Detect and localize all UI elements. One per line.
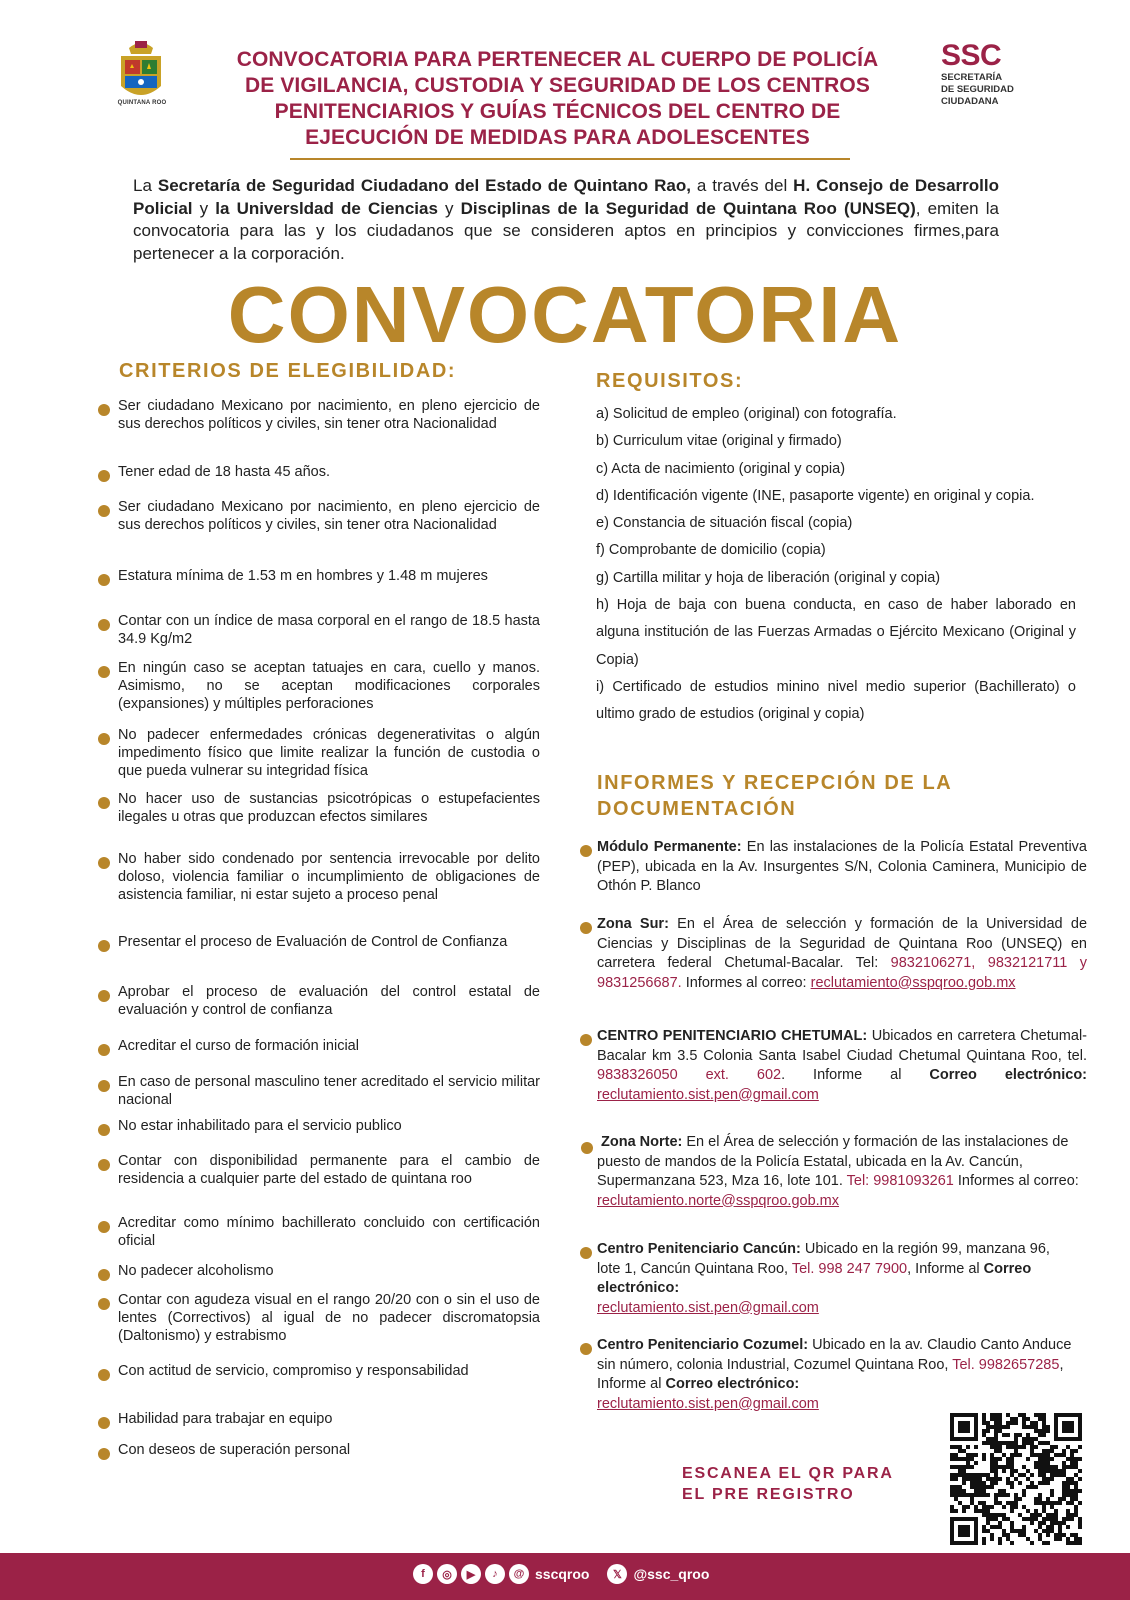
list-item: h) Hoja de baja con buena conducta, en caso de haber laborado en alguna institución de las Fuerzas Armadas o Ejército Mexicano (Original y Copia): [596, 597, 1076, 668]
intro-paragraph: [133, 175, 999, 265]
list-item: f) Comprobante de domicilio (copia): [596, 542, 826, 559]
list-item: No padecer alcoholismo: [118, 1263, 274, 1279]
bullet-icon: [98, 1369, 110, 1381]
list-item: En caso de personal masculino tener acreditado el servicio militar nacional: [118, 1074, 540, 1108]
info-text: Informes al correo:: [953, 1173, 1079, 1189]
ssc-line: DE SEGURIDAD: [941, 84, 1014, 95]
info-label: Correo electrónico:: [665, 1376, 800, 1392]
info-text: . Informe al: [781, 1067, 930, 1083]
list-item: d) Identificación vigente (INE, pasaporte vigente) en original y copia.: [596, 487, 1035, 504]
ssc-logo-text: [941, 72, 1014, 108]
list-item: b) Curriculum vitae (original y firmado): [596, 433, 842, 450]
bullet-icon: [98, 1221, 110, 1233]
bullet-icon: [580, 1034, 592, 1046]
info-label: Zona Norte:: [601, 1134, 683, 1150]
info-modulo-permanente: [597, 838, 1087, 897]
social-handle[interactable]: @ssc_qroo: [633, 1566, 710, 1582]
list-item: c) Acta de nacimiento (original y copia): [596, 460, 846, 477]
info-text: Ubicados en carretera Chetumal-Bacalar km 3.5 Colonia Santa Isabel Ciudad Chetumal Quintana Roo, tel.: [597, 1028, 1087, 1064]
info-text: Informes al correo:: [681, 974, 811, 991]
bullet-icon: [98, 1159, 110, 1171]
list-item: i) Certificado de estudios minino nivel medio superior (Bachillerato) o ultimo grado de estudios (original y copia): [596, 678, 1076, 723]
list-item: Aprobar el proceso de evaluación del control estatal de evaluación y control de confianza: [118, 984, 540, 1018]
title-line: DE VIGILANCIA, CUSTODIA Y SEGURIDAD DE LOS CENTROS: [245, 74, 870, 97]
list-item: e) Constancia de situación fiscal (copia): [596, 515, 853, 532]
youtube-icon[interactable]: ▶: [461, 1564, 481, 1584]
bullet-icon: [98, 990, 110, 1002]
scan-line: EL PRE REGISTRO: [682, 1486, 855, 1503]
bullet-icon: [98, 1080, 110, 1092]
ssc-line: SECRETARÍA: [941, 72, 1003, 83]
instagram-icon[interactable]: ◎: [437, 1564, 457, 1584]
list-item: Con actitud de servicio, compromiso y responsabilidad: [118, 1363, 469, 1379]
bullet-icon: [98, 1124, 110, 1136]
info-zona-norte: [597, 1133, 1087, 1211]
list-item: No estar inhabilitado para el servicio publico: [118, 1118, 402, 1134]
bullet-icon: [98, 1298, 110, 1310]
bullet-icon: [580, 1247, 592, 1259]
list-item: g) Cartilla militar y hoja de liberación (original y copia): [596, 569, 941, 586]
title-line: EJECUCIÓN DE MEDIDAS PARA ADOLESCENTES: [305, 126, 810, 149]
title-divider: [290, 158, 850, 160]
intro-bold: H. Consejo de Desarrollo Policial: [133, 176, 999, 218]
bullet-icon: [98, 1044, 110, 1056]
phone-number: 9832106271, 9832121711 y 9831256687.: [597, 955, 1087, 991]
bullet-icon: [98, 1448, 110, 1460]
intro-text: a través del: [690, 176, 794, 195]
info-label: Centro Penitenciario Cozumel:: [597, 1337, 809, 1353]
email-link[interactable]: reclutamiento.sist.pen@gmail.com: [597, 1086, 819, 1103]
email-link[interactable]: reclutamiento.sist.pen@gmail.com: [597, 1299, 819, 1316]
requisitos-title: REQUISITOS:: [596, 370, 744, 392]
info-label: Correo electrónico:: [929, 1067, 1088, 1083]
list-item: Ser ciudadano Mexicano por nacimiento, en pleno ejercicio de sus derechos políticos y civiles, sin tener otra Nacionalidad: [118, 499, 540, 533]
phone-number: Tel: 9981093261: [846, 1173, 954, 1189]
bullet-icon: [98, 619, 110, 631]
scan-qr-text: [682, 1463, 894, 1505]
email-link[interactable]: reclutamiento@sspqroo.gob.mx: [810, 974, 1016, 991]
list-item: No hacer uso de sustancias psicotrópicas o estupefacientes ilegales u otras que produzcan efectos similares: [118, 791, 540, 825]
bullet-icon: [98, 505, 110, 517]
requisitos-list: [596, 401, 1076, 729]
list-item: Habilidad para trabajar en equipo: [118, 1411, 333, 1427]
intro-bold: la Universldad de Ciencias: [215, 198, 438, 218]
info-text: En el Área de selección y formación de las instalaciones de puesto de mandos de la Policía Estatal, ubicada en la Av. Cancún, Supermanzana 523, Mza 16, lote 101.: [597, 1134, 1069, 1189]
info-centro-cozumel: [597, 1336, 1092, 1414]
ssc-logo: SSC: [941, 39, 1002, 72]
bullet-icon: [580, 1343, 592, 1355]
bullet-icon: [98, 1269, 110, 1281]
bullet-icon: [98, 470, 110, 482]
facebook-icon[interactable]: f: [413, 1564, 433, 1584]
bullet-icon: [98, 404, 110, 416]
phone-number: Tel. 998 247 7900: [791, 1260, 908, 1277]
list-item: Tener edad de 18 hasta 45 años.: [118, 464, 331, 480]
title-line: CONVOCATORIA PARA PERTENECER AL CUERPO DE POLICÍA: [236, 48, 879, 71]
page-title: [195, 47, 920, 151]
list-item: Presentar el proceso de Evaluación de Control de Confianza: [118, 934, 508, 950]
phone-number: Tel. 9982657285: [952, 1356, 1060, 1373]
tiktok-icon[interactable]: ♪: [485, 1564, 505, 1584]
list-item: Ser ciudadano Mexicano por nacimiento, en pleno ejercicio de sus derechos políticos y civiles, sin tener otra Nacionalidad: [118, 398, 540, 432]
list-item: No haber sido condenado por sentencia irrevocable por delito doloso, violencia familiar o incumplimiento de obligaciones de asistencia familiar, ni estar sujeto a proceso penal: [118, 851, 540, 903]
informes-title-line: DOCUMENTACIÓN: [597, 798, 797, 820]
info-text: En las instalaciones de la Policía Estatal Preventiva (PEP), ubicada en la Av. Insurgentes S/N, Colonia Caminera, Municipio de Othón P. Blanco: [597, 839, 1087, 894]
bullet-icon: [98, 857, 110, 869]
scan-line: ESCANEA EL QR PARA: [682, 1465, 894, 1482]
bullet-icon: [98, 797, 110, 809]
info-centro-cancun: [597, 1240, 1077, 1318]
informes-title-line: INFORMES Y RECEPCIÓN DE LA: [597, 772, 953, 794]
social-links: [413, 1562, 727, 1586]
info-centro-chetumal: [597, 1027, 1087, 1105]
bullet-icon: [581, 1142, 593, 1154]
intro-text: y: [437, 198, 461, 218]
qr-code[interactable]: [950, 1413, 1082, 1545]
bullet-icon: [580, 922, 592, 934]
info-text: , Informe al: [597, 1356, 1064, 1392]
title-line: PENITENCIARIOS Y GUÍAS TÉCNICOS DEL CENTRO DE: [274, 100, 841, 123]
informes-title: [597, 770, 952, 822]
info-text: Ubicado en la av. Claudio Canto Anduce sin número, colonia Industrial, Cozumel Quintana Roo,: [597, 1337, 1072, 1373]
intro-bold: Disciplinas de la Seguridad de Quintana Roo (UNSEQ): [460, 198, 916, 218]
info-zona-sur: [597, 915, 1087, 993]
list-item: Contar con un índice de masa corporal en el rango de 18.5 hasta 34.9 Kg/m2: [118, 613, 540, 647]
list-item: No padecer enfermedades crónicas degenerativitas o algún impedimento físico que limite realizar la función de custodia o que pueda vulnerar su integridad física: [118, 727, 540, 779]
bullet-icon: [98, 940, 110, 952]
list-item: Estatura mínima de 1.53 m en hombres y 1.48 m mujeres: [118, 568, 488, 584]
intro-text: y: [192, 198, 216, 218]
list-item: En ningún caso se aceptan tatuajes en cara, cuello y manos. Asimismo, no se aceptan modificaciones corporales (expansiones) y múltiples perforaciones: [118, 660, 540, 712]
intro-text: La: [133, 176, 158, 195]
email-link[interactable]: reclutamiento.sist.pen@gmail.com: [597, 1395, 819, 1412]
info-label: CENTRO PENITENCIARIO CHETUMAL:: [597, 1028, 868, 1044]
list-item: Contar con disponibilidad permanente para el cambio de residencia a cualquier parte del estado de quintana roo: [118, 1153, 540, 1187]
intro-bold: Secretaría de Seguridad Ciudadano del Estado de Quintano Rao,: [157, 176, 691, 195]
x-icon[interactable]: 𝕏: [607, 1564, 627, 1584]
info-text: Ubicado en la región 99, manzana 96, lote 1, Cancún Quintana Roo,: [597, 1241, 1050, 1277]
bullet-icon: [580, 845, 592, 857]
phone-number: 9838326050 ext. 602: [597, 1067, 782, 1083]
intro-text: , emiten la convocatoria para las y los ciudadanos que se consideren aptos en principios y convicciones firmes,para pertenecer a la corporación.: [133, 198, 999, 263]
list-item: a) Solicitud de empleo (original) con fotografía.: [596, 406, 897, 422]
info-text: , Informe al: [907, 1260, 984, 1277]
email-link[interactable]: reclutamiento.norte@sspqroo.gob.mx: [597, 1192, 840, 1209]
info-label: Centro Penitenciario Cancún:: [597, 1241, 801, 1257]
logo-caption: QUINTANA ROO: [117, 100, 167, 106]
social-handle[interactable]: sscqroo: [535, 1566, 590, 1582]
info-label: Módulo Permanente:: [597, 839, 742, 855]
info-label: Correo electrónico:: [597, 1260, 1032, 1296]
list-item: Acreditar el curso de formación inicial: [118, 1038, 359, 1054]
info-label: Zona Sur:: [597, 916, 669, 932]
info-text: En el Área de selección y formación de la Universidad de Ciencias y Disciplinas de la Seguridad de Quintana Roo (UNSEQ) en carretera federal Chetumal-Bacalar. Tel:: [597, 916, 1088, 971]
bullet-icon: [98, 666, 110, 678]
convocatoria-heading: CONVOCATORIA: [227, 270, 903, 359]
list-item: Con deseos de superación personal: [118, 1442, 351, 1458]
list-item: Acreditar como mínimo bachillerato concluido con certificación oficial: [118, 1215, 540, 1249]
ssc-line: CIUDADANA: [941, 96, 999, 107]
bullet-icon: [98, 1417, 110, 1429]
bullet-icon: [98, 733, 110, 745]
threads-icon[interactable]: @: [509, 1564, 529, 1584]
list-item: Contar con agudeza visual en el rango 20/20 con o sin el uso de lentes (Correctivos) al igual de no padecer discromatopsia (Daltonismo) y estrabismo: [118, 1292, 540, 1344]
criterios-title: CRITERIOS DE ELEGIBILIDAD:: [119, 360, 457, 382]
bullet-icon: [98, 574, 110, 586]
